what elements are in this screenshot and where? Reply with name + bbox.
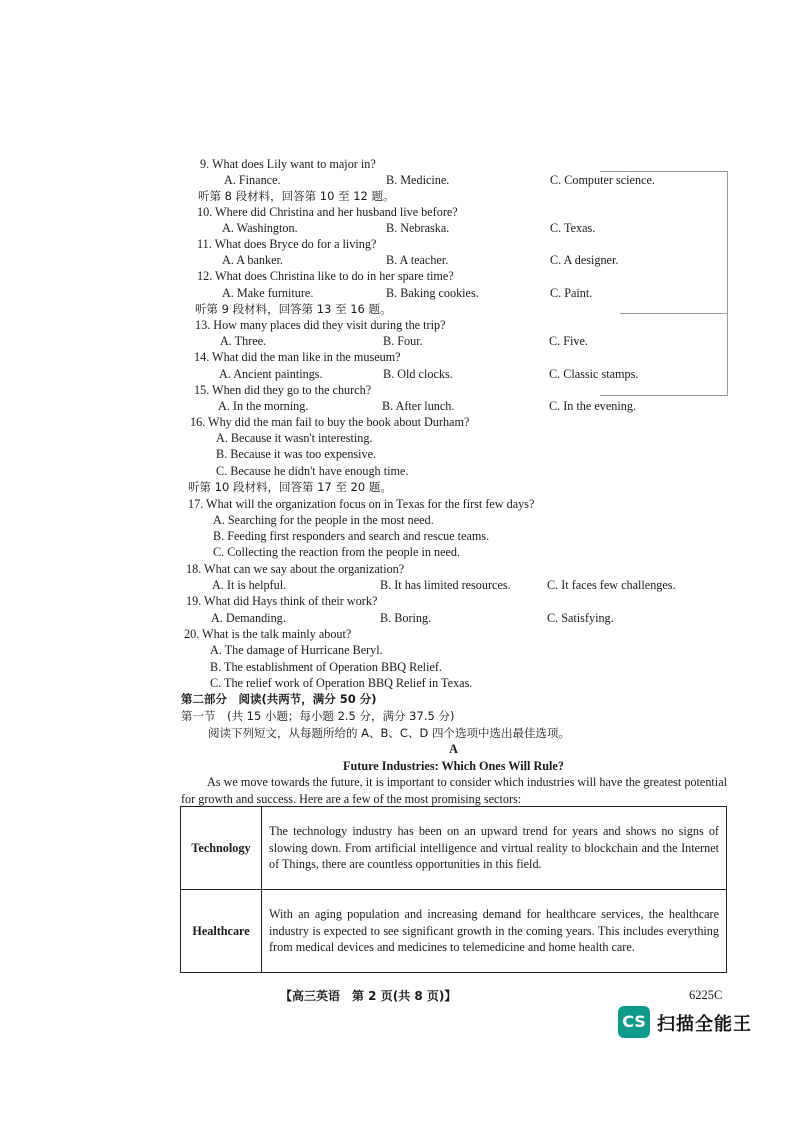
question-16: 16. Why did the man fail to buy the book about Durham? [190,415,470,429]
option-16c: C. Because he didn't have enough time. [216,464,409,478]
option-17c: C. Collecting the reaction from the people in need. [213,545,461,559]
question-14: 14. What did the man like in the museum? [194,350,401,364]
passage-intro-text: As we move towards the future, it is important to consider which industries will have the greatest potential for growth and success. Here are a few of the most promising sectors: [181,775,727,806]
option-20b: B. The establishment of Operation BBQ Relief. [210,660,442,674]
passage-intro [181,774,727,807]
question-12: 12. What does Christina like to do in her spare time? [197,269,454,283]
passage-letter: A [449,742,458,756]
question-18: 18. What can we say about the organization? [186,562,405,576]
option-13c: C. Five. [549,334,588,348]
table-row [181,890,727,973]
option-11a: A. A banker. [222,253,283,267]
passage-title: Future Industries: Which Ones Will Rule? [343,759,564,773]
option-10b: B. Nebraska. [386,221,450,235]
section-instruction-9: 听第 9 段材料，回答第 13 至 16 题。 [195,302,392,316]
question-13: 13. How many places did they visit during the trip? [195,318,446,332]
question-17: 17. What will the organization focus on in Texas for the first few days? [188,497,535,511]
option-10a: A. Washington. [222,221,298,235]
option-19a: A. Demanding. [211,611,286,625]
question-15: 15. When did they go to the church? [194,383,372,397]
camscanner-logo-icon: CS [618,1006,650,1038]
page-footer: 【高三英语 第 2 页(共 8 页)】 [280,989,457,1003]
frame-mid [620,313,728,314]
question-20: 20. What is the talk mainly about? [184,627,352,641]
option-20c: C. The relief work of Operation BBQ Relief in Texas. [210,676,473,690]
option-11b: B. A teacher. [386,253,449,267]
option-10c: C. Texas. [550,221,596,235]
question-10: 10. Where did Christina and her husband live before? [197,205,458,219]
question-9: 9. What does Lily want to major in? [200,157,376,171]
option-19b: B. Boring. [380,611,432,625]
option-13a: A. Three. [220,334,267,348]
option-11c: C. A designer. [550,253,619,267]
frame-right [727,171,728,396]
table-label-technology: Technology [181,807,262,890]
question-11: 11. What does Bryce do for a living? [197,237,377,251]
frame-bottom [600,395,728,396]
option-18c: C. It faces few challenges. [547,578,676,592]
option-16b: B. Because it was too expensive. [216,447,377,461]
option-18b: B. It has limited resources. [380,578,511,592]
exam-code: 6225C [689,988,723,1002]
option-14a: A. Ancient paintings. [219,367,323,381]
table-text-technology: The technology industry has been on an upward trend for years and shows no signs of slowing down. From artificial intelligence and virtual reality to blockchain and the Internet of Things, there are countless opportunities in this field. [262,807,727,890]
option-16a: A. Because it wasn't interesting. [216,431,373,445]
table-text-healthcare: With an aging population and increasing demand for healthcare services, the healthcare industry is expected to see significant growth in the coming years. This includes everything from medical devices and medicines to telemedicine and home health care. [262,890,727,973]
table-label-healthcare: Healthcare [181,890,262,973]
industries-table [180,806,727,973]
option-20a: A. The damage of Hurricane Beryl. [210,643,383,657]
option-15c: C. In the evening. [549,399,636,413]
option-15a: A. In the morning. [218,399,309,413]
option-17b: B. Feeding first responders and search and rescue teams. [213,529,490,543]
part-two-heading: 第二部分 阅读(共两节，满分 50 分) [181,692,377,706]
option-12a: A. Make furniture. [222,286,314,300]
option-9b: B. Medicine. [386,173,450,187]
option-12c: C. Paint. [550,286,593,300]
reading-instruction: 阅读下列短文，从每题所给的 A、B、C、D 四个选项中选出最佳选项。 [208,726,570,740]
option-17a: A. Searching for the people in the most need. [213,513,434,527]
section-one-heading: 第一节 (共 15 小题；每小题 2.5 分，满分 37.5 分) [181,709,455,723]
option-13b: B. Four. [383,334,423,348]
section-instruction-8: 听第 8 段材料，回答第 10 至 12 题。 [198,189,395,203]
question-19: 19. What did Hays think of their work? [186,594,378,608]
option-15b: B. After lunch. [382,399,455,413]
section-instruction-10: 听第 10 段材料，回答第 17 至 20 题。 [188,480,392,494]
option-9c: C. Computer science. [550,173,655,187]
option-18a: A. It is helpful. [212,578,287,592]
option-14c: C. Classic stamps. [549,367,639,381]
table-row [181,807,727,890]
camscanner-watermark-text: 扫描全能王 [657,1014,752,1035]
option-9a: A. Finance. [224,173,281,187]
option-19c: C. Satisfying. [547,611,614,625]
option-14b: B. Old clocks. [383,367,453,381]
option-12b: B. Baking cookies. [386,286,479,300]
